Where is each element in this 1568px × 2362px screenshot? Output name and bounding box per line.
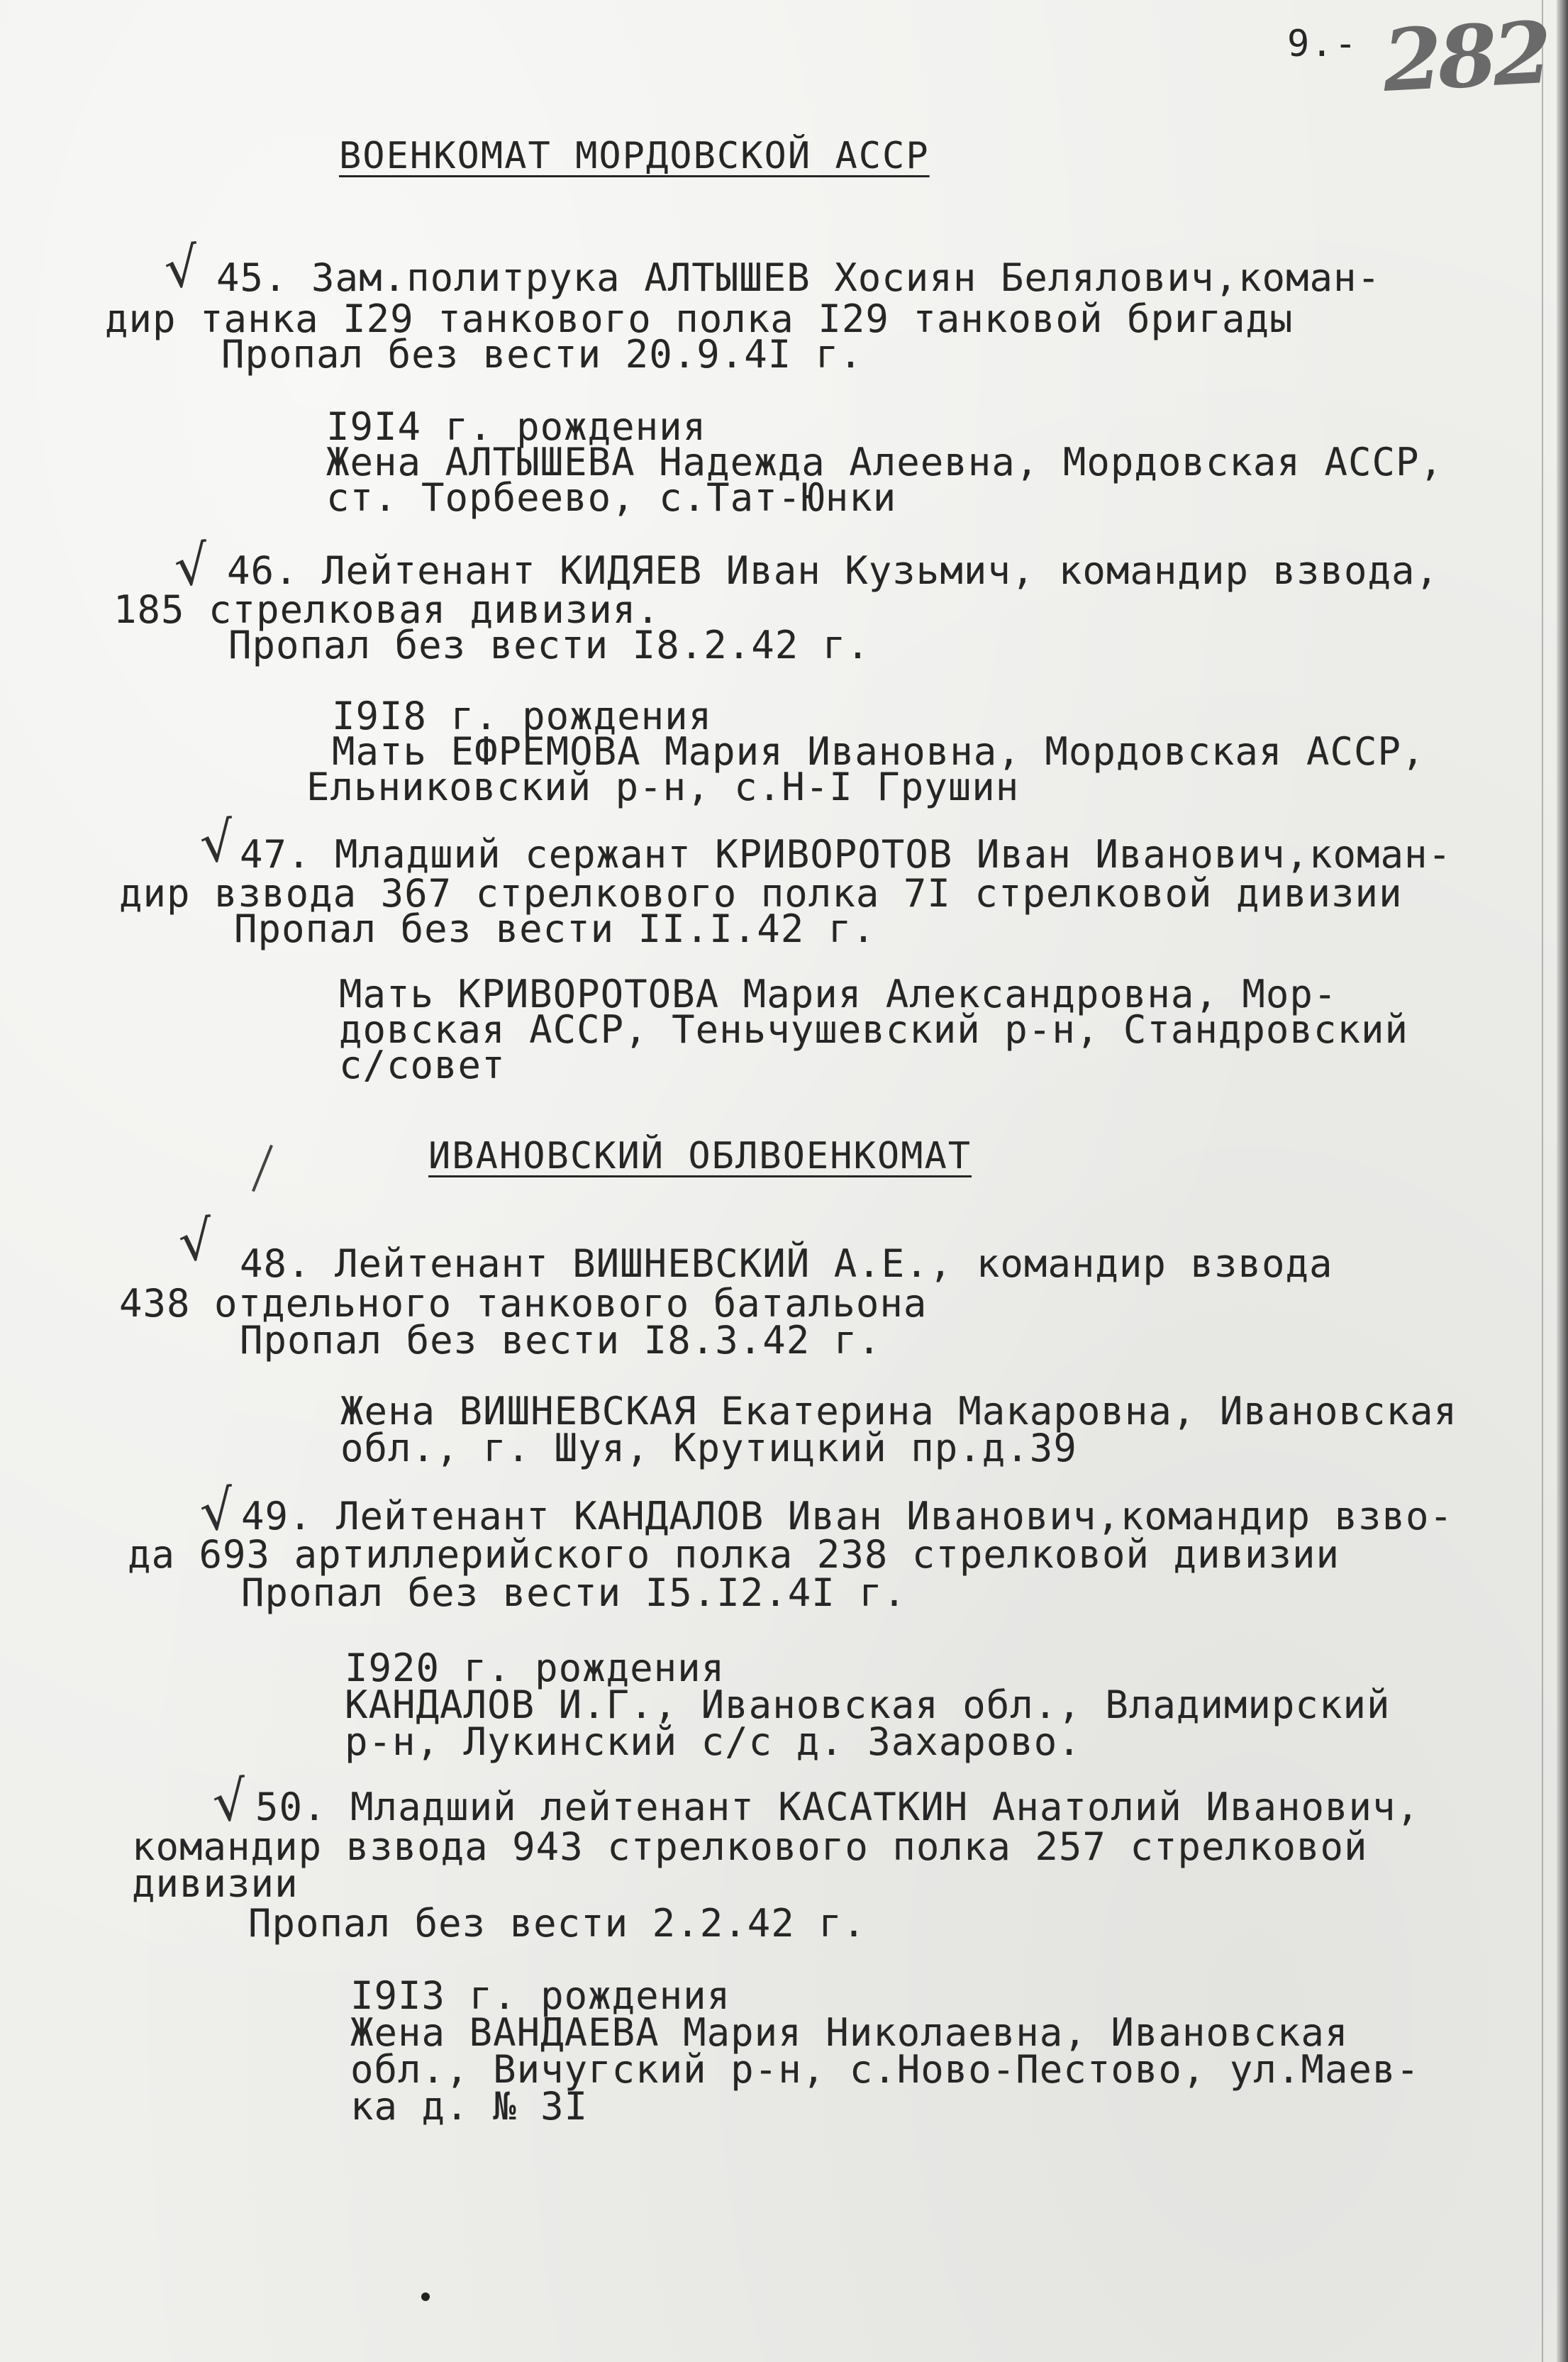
entry-46-detail-2: Мать ЕФРЕМОВА Мария Ивановна, Мордовская АССР, — [332, 729, 1425, 774]
entry-46-detail-3: Ельниковский р-н, с.Н-I Грушин — [306, 765, 1020, 809]
entry-49-line-2: да 693 артиллерийского полка 238 стрелковой дивизии — [128, 1532, 1340, 1577]
entry-50-detail-3: обл., Вичугский р-н, с.Ново-Пестово, ул.Маев- — [350, 2047, 1420, 2092]
heading-mordovia: ВОЕНКОМАТ МОРДОВСКОЙ АССР — [339, 135, 930, 177]
entry-45-detail-2: Жена АЛТЫШЕВА Надежда Алеевна, Мордовская АССР, — [326, 440, 1444, 484]
entry-50-detail-1: I9I3 г. рождения — [350, 1973, 731, 2018]
entry-45-detail-1: I9I4 г. рождения — [326, 404, 707, 449]
entry-46-detail-1: I9I8 г. рождения — [332, 694, 713, 738]
entry-49-detail-3: р-н, Лукинский с/с д. Захарово. — [345, 1719, 1082, 1764]
entry-46-line-2: 185 стрелковая дивизия. — [113, 587, 660, 632]
checkmark-49: √ — [196, 1477, 238, 1544]
entry-49-line-3: Пропал без вести I5.I2.4I г. — [241, 1570, 907, 1615]
entry-47-line-3: Пропал без вести II.I.42 г. — [234, 906, 876, 951]
entry-50-line-3: дивизии — [132, 1861, 299, 1906]
entry-50-line-4: Пропал без вести 2.2.42 г. — [248, 1901, 867, 1946]
entry-46-line-1: 46. Лейтенант КИДЯЕВ Иван Кузьмич, командир взвода, — [227, 548, 1440, 593]
checkmark-48: √ — [175, 1207, 216, 1275]
entry-50-line-2: командир взвода 943 стрелкового полка 257 стрелковой — [132, 1824, 1368, 1869]
entry-48-detail-1: Жена ВИШНЕВСКАЯ Екатерина Макаровна, Ивановская — [340, 1389, 1458, 1434]
entry-49-line-1: 49. Лейтенант КАНДАЛОВ Иван Иванович,командир взво- — [241, 1494, 1454, 1538]
entry-47-detail-3: с/совет — [339, 1043, 506, 1087]
entry-48-line-3: Пропал без вести I8.3.42 г. — [240, 1318, 882, 1363]
page-edge-shadow — [1557, 0, 1568, 2362]
entry-45-line-3: Пропал без вести 20.9.4I г. — [221, 332, 863, 377]
entry-48-detail-2: обл., г. Шуя, Крутицкий пр.д.39 — [340, 1426, 1077, 1470]
entry-45-line-1: 45. Зам.политрука АЛТЫШЕВ Хосиян Белялович,коман- — [216, 255, 1381, 300]
entry-50-detail-4: ка д. № 3I — [350, 2084, 589, 2129]
page-edge-rule — [1542, 0, 1543, 2362]
checkmark-46: √ — [171, 532, 212, 599]
checkmark-47: √ — [196, 809, 238, 876]
entry-48-line-2: 438 отдельного танкового батальона — [119, 1281, 928, 1326]
page-number: 9.- — [1287, 23, 1358, 65]
entry-50-line-1: 50. Младший лейтенант КАСАТКИН Анатолий Иванович, — [255, 1785, 1420, 1829]
entry-48-line-1: 48. Лейтенант ВИШНЕВСКИЙ А.Е., командир взвода — [240, 1241, 1333, 1286]
entry-50-detail-2: Жена ВАНДАЕВА Мария Николаевна, Ивановская — [350, 2010, 1349, 2055]
archive-number-handwritten: 282 — [1380, 3, 1551, 111]
checkmark-50: √ — [209, 1768, 250, 1835]
entry-45-line-2: дир танка I29 танкового полка I29 танковой бригады — [105, 296, 1294, 341]
pencil-stroke — [252, 1145, 273, 1192]
entry-49-detail-1: I920 г. рождения — [345, 1646, 725, 1690]
entry-47-detail-1: Мать КРИВОРОТОВА Мария Александровна, Мор- — [339, 972, 1338, 1016]
ink-dot — [421, 2292, 430, 2301]
heading-ivanovo: ИВАНОВСКИЙ ОБЛВОЕНКОМАТ — [428, 1135, 972, 1177]
entry-47-detail-2: довская АССР, Теньчушевский р-н, Стандровский — [339, 1007, 1408, 1052]
entry-47-line-1: 47. Младший сержант КРИВОРОТОВ Иван Иванович,коман- — [240, 832, 1452, 877]
checkmark-45: √ — [161, 234, 202, 301]
entry-49-detail-2: КАНДАЛОВ И.Г., Ивановская обл., Владимирский — [345, 1682, 1391, 1727]
entry-45-detail-3: ст. Торбеево, с.Тат-Юнки — [326, 475, 897, 520]
entry-46-line-3: Пропал без вести I8.2.42 г. — [228, 623, 870, 667]
entry-47-line-2: дир взвода 367 стрелкового полка 7I стрелковой дивизии — [119, 871, 1403, 916]
